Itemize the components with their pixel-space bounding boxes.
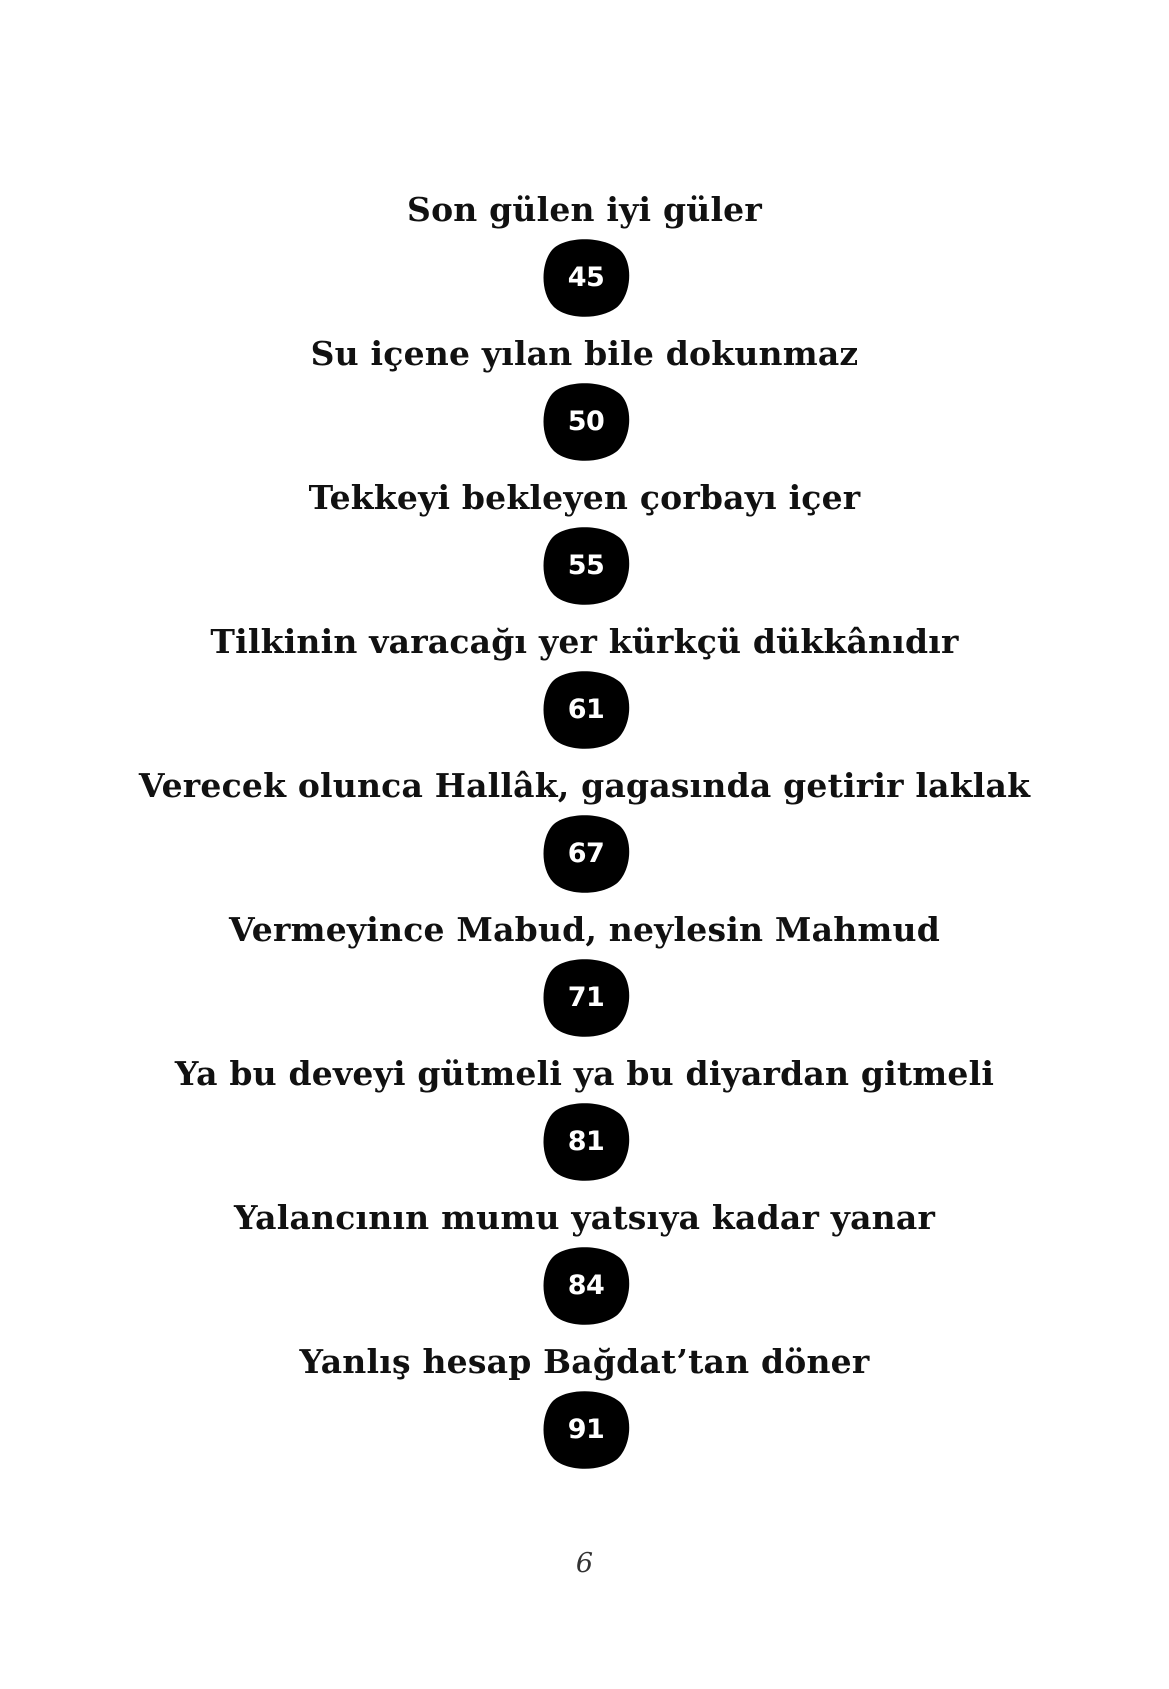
page-number-badge [542, 814, 630, 894]
page-number: 71 [567, 982, 605, 1013]
page-number-badge [542, 1246, 630, 1326]
entry-title: Ya bu deveyi gütmeli ya bu diyardan gitmeli [174, 1054, 995, 1093]
page-number-badge [542, 238, 630, 318]
page-number-badge [542, 670, 630, 750]
entry-title: Yanlış hesap Bağdat’tan döner [299, 1342, 870, 1381]
entry-title: Tekkeyi bekleyen çorbayı içer [308, 478, 861, 517]
page-number: 81 [567, 1126, 605, 1157]
toc-entry [0, 188, 1169, 318]
page-number-badge [542, 1102, 630, 1182]
toc-entry [0, 1196, 1169, 1326]
toc-entry [0, 620, 1169, 750]
page-folio: 6 [575, 1548, 594, 1579]
page-number: 55 [567, 550, 605, 581]
entry-title: Su içene yılan bile dokunmaz [310, 334, 859, 373]
page-number: 50 [567, 406, 605, 437]
page-number: 84 [567, 1270, 605, 1301]
page-number: 61 [567, 694, 605, 725]
entry-title: Tilkinin varacağı yer kürkçü dükkânıdır [210, 622, 959, 661]
toc-entry [0, 908, 1169, 1038]
page-number-badge [542, 526, 630, 606]
toc-entry [0, 1340, 1169, 1470]
toc-entry [0, 476, 1169, 606]
page-number-badge [542, 958, 630, 1038]
entry-title: Verecek olunca Hallâk, gagasında getirir laklak [138, 766, 1031, 805]
toc-entry [0, 1052, 1169, 1182]
page-number: 91 [567, 1414, 605, 1445]
entry-title: Yalancının mumu yatsıya kadar yanar [233, 1198, 936, 1237]
page-number: 45 [567, 262, 605, 293]
page-number-badge [542, 382, 630, 462]
entry-title: Son gülen iyi güler [407, 190, 762, 229]
page-number: 67 [567, 838, 605, 869]
toc-entry [0, 332, 1169, 462]
page-number-badge [542, 1390, 630, 1470]
toc-entry [0, 764, 1169, 894]
entry-title: Vermeyince Mabud, neylesin Mahmud [229, 910, 940, 949]
